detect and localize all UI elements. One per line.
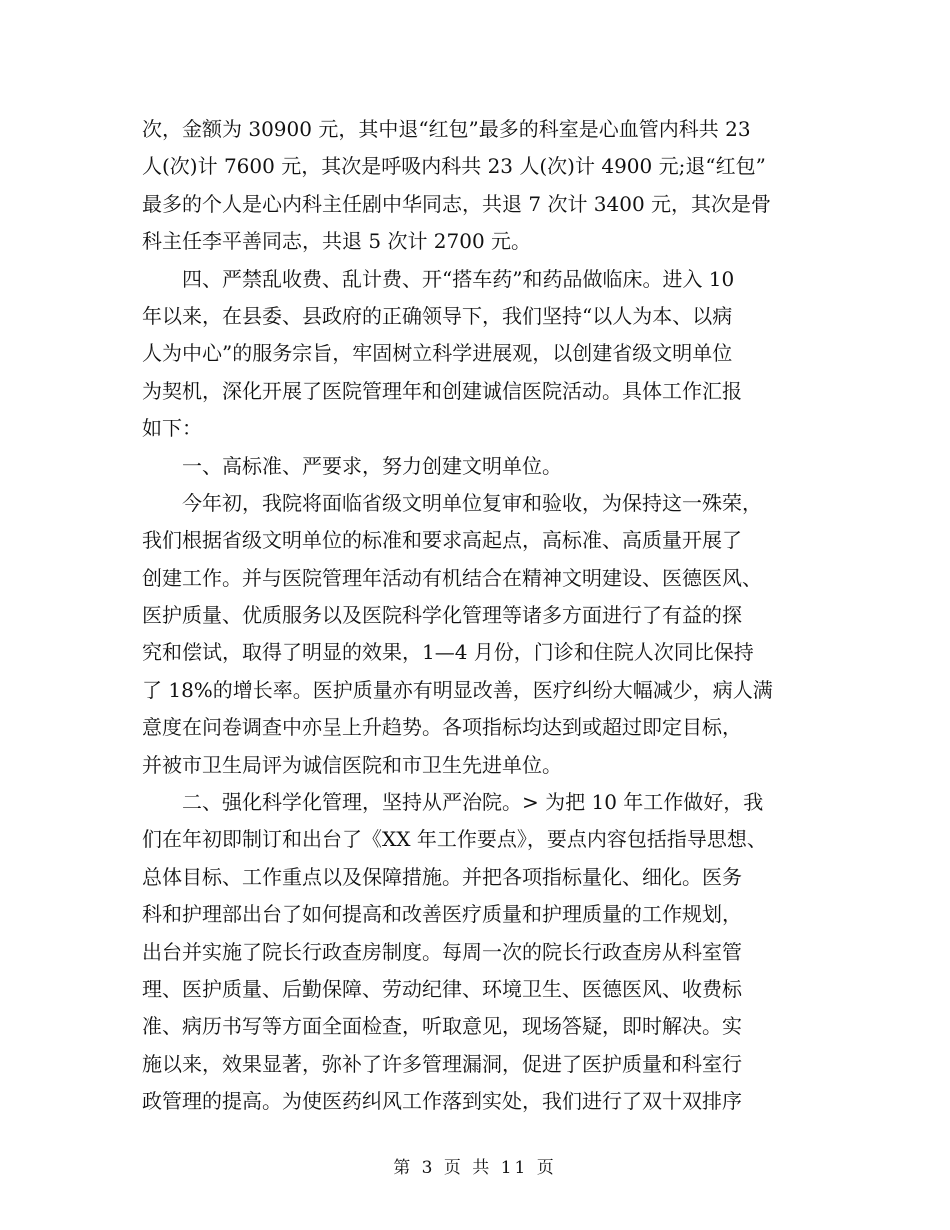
- text-line: 人为中心”的服务宗旨，牢固树立科学进展观，以创建省级文明单位: [142, 341, 733, 366]
- text-line: 一、高标准、严要求，努力创建文明单位。: [142, 453, 562, 478]
- text-line: 次，金额为 30900 元，其中退“红包”最多的科室是心血管内科共 23: [142, 117, 751, 141]
- body-text: [142, 111, 814, 1121]
- text-line: 我们根据省级文明单位的标准和要求高起点，高标准、高质量开展了: [142, 528, 742, 553]
- text-line: 并被市卫生局评为诚信医院和市卫生先进单位。: [142, 752, 562, 777]
- text-line: 四、严禁乱收费、乱计费、开“搭车药”和药品做临床。进入 10: [142, 266, 735, 291]
- text-line: 年以来，在县委、县政府的正确领导下，我们坚持“以人为本、以病: [142, 303, 733, 328]
- text-line: 们在年初即制订和出台了《XX 年工作要点》，要点内容包括指导思想、: [142, 827, 767, 852]
- text-line: 意度在问卷调查中亦呈上升趋势。各项指标均达到或超过即定目标，: [142, 715, 742, 740]
- text-line: 总体目标、工作重点以及保障措施。并把各项指标量化、细化。医务: [142, 864, 742, 889]
- text-line: 创建工作。并与医院管理年活动有机结合在精神文明建设、医德医风、: [142, 565, 762, 590]
- text-line: 准、病历书写等方面全面检查，听取意见，现场答疑，即时解决。实: [142, 1014, 742, 1039]
- text-line: 医护质量、优质服务以及医院科学化管理等诸多方面进行了有益的探: [142, 603, 742, 628]
- page-footer: 第 3 页 共 11 页: [393, 1158, 557, 1178]
- text-line: 人(次)计 7600 元，其次是呼吸内科共 23 人(次)计 4900 元;退“红包”: [142, 154, 766, 179]
- text-line: 如下：: [142, 416, 202, 441]
- text-line: 为契机，深化开展了医院管理年和创建诚信医院活动。具体工作汇报: [142, 378, 742, 403]
- text-line: 最多的个人是心内科主任剧中华同志，共退 7 次计 3400 元，其次是骨: [142, 191, 772, 216]
- text-line: 出台并实施了院长行政查房制度。每周一次的院长行政查房从科室管: [142, 939, 742, 964]
- text-line: 了 18%的增长率。医护质量亦有明显改善，医疗纠纷大幅减少，病人满: [142, 677, 773, 702]
- text-line: 二、强化科学化管理，坚持从严治院。> 为把 10 年工作做好，我: [142, 790, 764, 815]
- text-line: 今年初，我院将面临省级文明单位复审和验收，为保持这一殊荣，: [142, 490, 762, 515]
- text-line: 究和偿试，取得了明显的效果，1—4 月份，门诊和住院人次同比保持: [142, 640, 754, 665]
- text-line: 科和护理部出台了如何提高和改善医疗质量和护理质量的工作规划，: [142, 902, 742, 927]
- text-line: 施以来，效果显著，弥补了许多管理漏洞，促进了医护质量和科室行: [142, 1051, 742, 1076]
- text-line: 科主任李平善同志，共退 5 次计 2700 元。: [142, 229, 532, 254]
- text-line: 理、医护质量、后勤保障、劳动纪律、环境卫生、医德医风、收费标: [142, 976, 742, 1001]
- text-line: 政管理的提高。为使医药纠风工作落到实处，我们进行了双十双排序: [142, 1089, 742, 1114]
